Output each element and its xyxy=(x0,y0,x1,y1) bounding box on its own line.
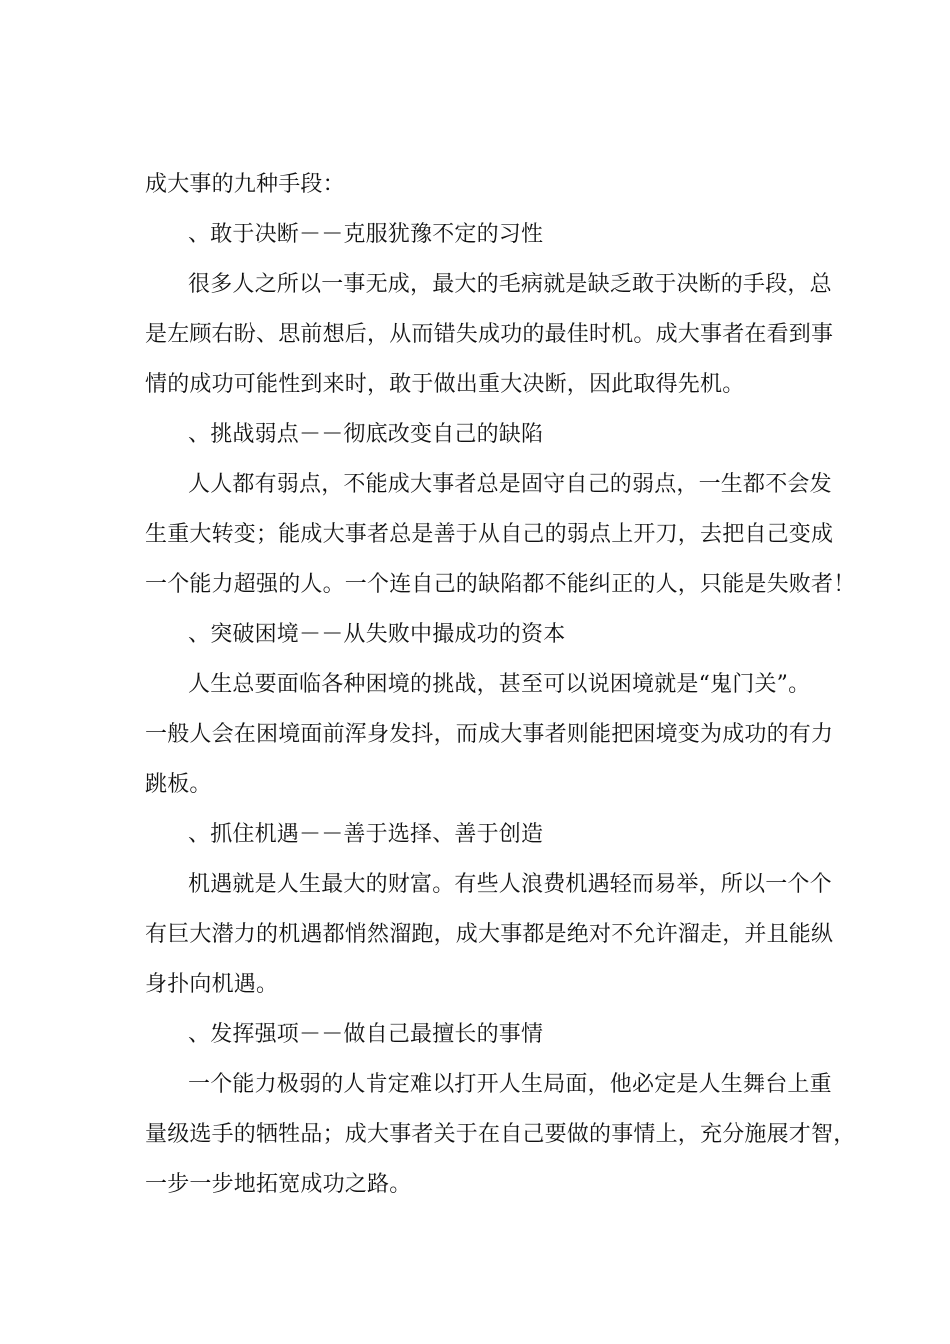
section-2-line-2: 生重大转变；能成大事者总是善于从自己的弱点上开刀，去把自己变成 xyxy=(145,522,834,547)
section-2-heading: 、挑战弱点－－彻底改变自己的缺陷 xyxy=(188,422,544,447)
section-2-line-3: 一个能力超强的人。一个连自己的缺陷都不能纠正的人，只能是失败者！ xyxy=(145,572,856,597)
section-4-line-3: 身扑向机遇。 xyxy=(145,972,279,997)
section-5-line-1: 一个能力极弱的人肯定难以打开人生局面，他必定是人生舞台上重 xyxy=(188,1072,832,1097)
section-5-line-2: 量级选手的牺牲品；成大事者关于在自己要做的事情上，充分施展才智， xyxy=(145,1122,856,1147)
section-1-line-3: 情的成功可能性到来时，敢于做出重大决断，因此取得先机。 xyxy=(145,372,745,397)
document-title: 成大事的九种手段： xyxy=(145,172,345,197)
section-3-line-3: 跳板。 xyxy=(145,772,212,797)
section-3-line-1: 人生总要面临各种困境的挑战，甚至可以说困境就是“鬼门关”。 xyxy=(188,672,811,697)
section-4-line-2: 有巨大潜力的机遇都悄然溜跑，成大事都是绝对不允许溜走，并且能纵 xyxy=(145,922,834,947)
section-4-line-1: 机遇就是人生最大的财富。有些人浪费机遇轻而易举，所以一个个 xyxy=(188,872,832,897)
section-1-line-1: 很多人之所以一事无成，最大的毛病就是缺乏敢于决断的手段，总 xyxy=(188,272,832,297)
section-4-heading: 、抓住机遇－－善于选择、善于创造 xyxy=(188,822,544,847)
section-1-line-2: 是左顾右盼、思前想后，从而错失成功的最佳时机。成大事者在看到事 xyxy=(145,322,834,347)
section-3-line-2: 一般人会在困境面前浑身发抖，而成大事者则能把困境变为成功的有力 xyxy=(145,722,834,747)
section-2-line-1: 人人都有弱点，不能成大事者总是固守自己的弱点，一生都不会发 xyxy=(188,472,832,497)
section-5-heading: 、发挥强项－－做自己最擅长的事情 xyxy=(188,1022,544,1047)
section-5-line-3: 一步一步地拓宽成功之路。 xyxy=(145,1172,412,1197)
section-1-heading: 、敢于决断－－克服犹豫不定的习性 xyxy=(188,222,544,247)
section-3-heading: 、突破困境－－从失败中撮成功的资本 xyxy=(188,622,566,647)
